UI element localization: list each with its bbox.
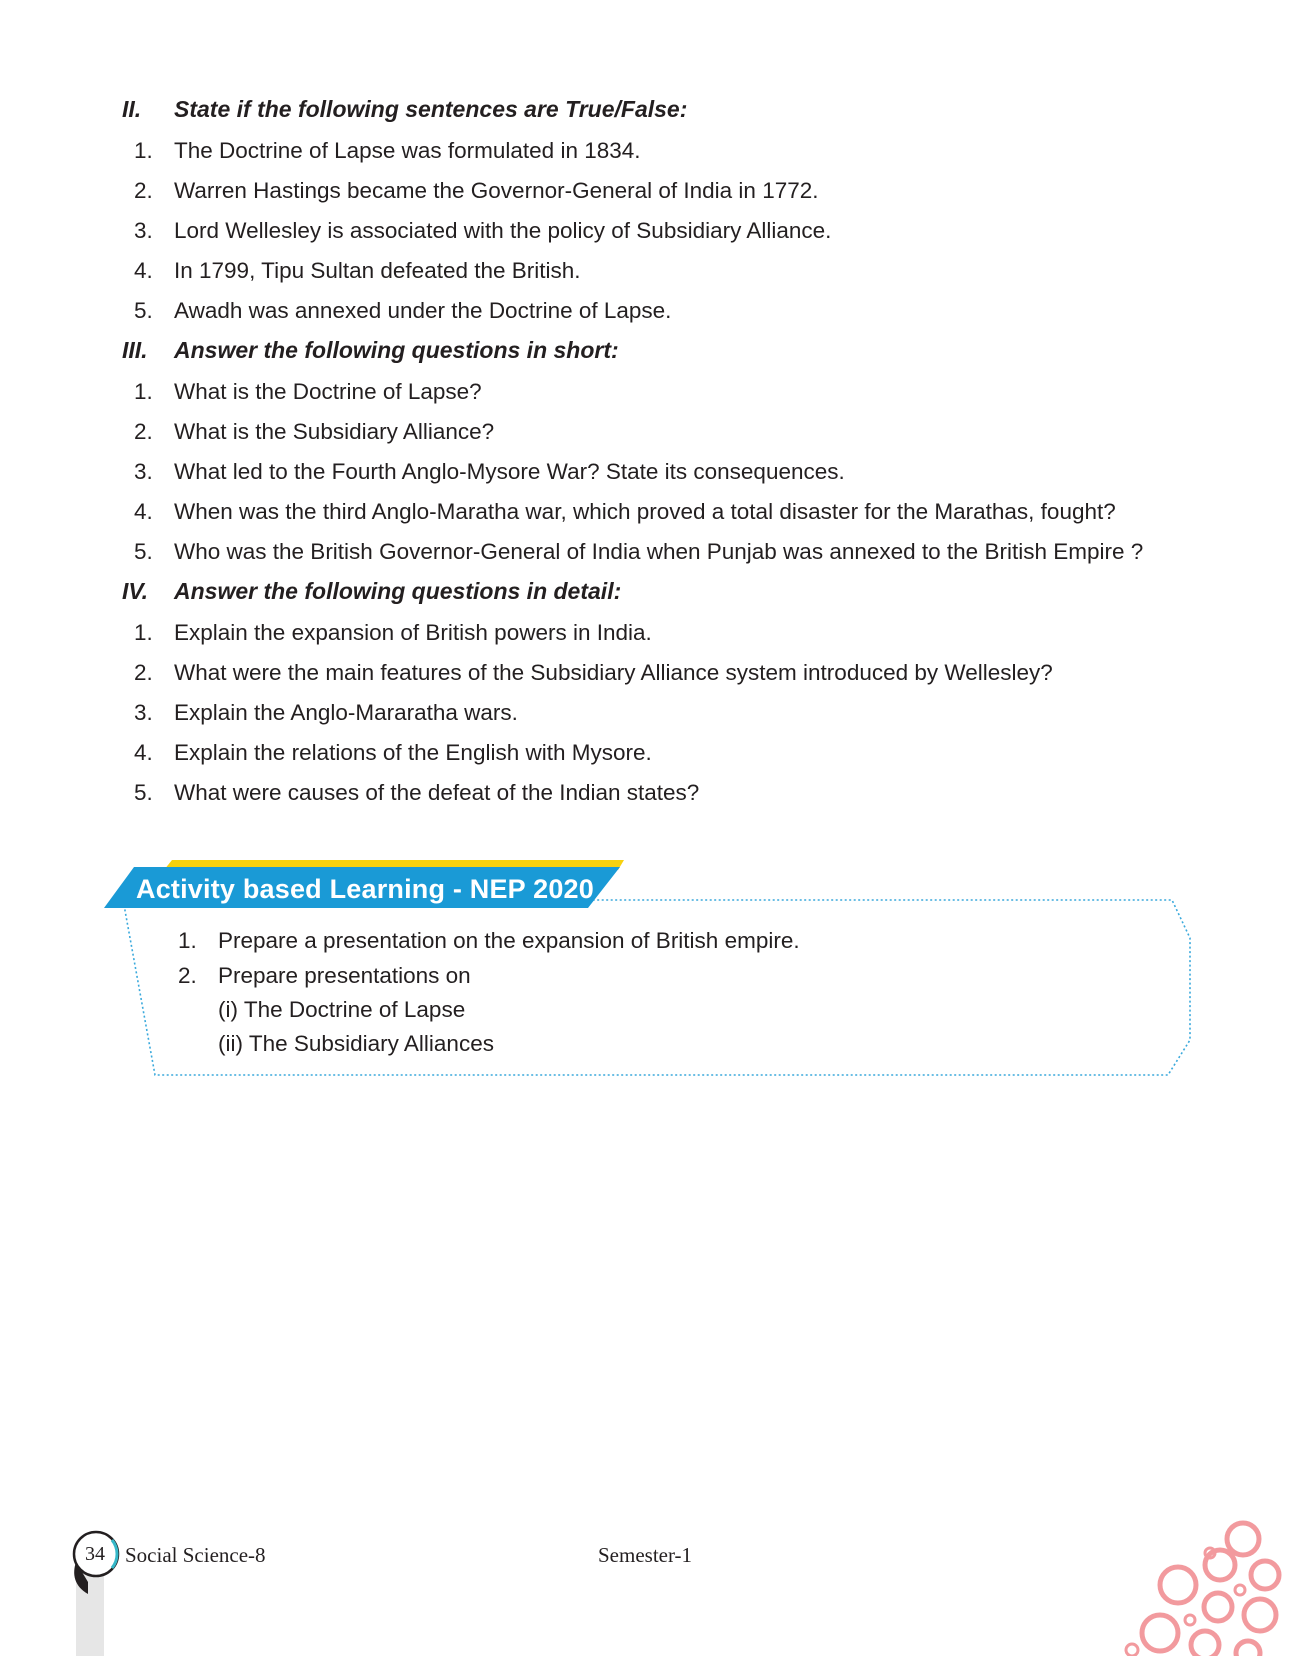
list-item: 2. What is the Subsidiary Alliance? [134, 419, 495, 444]
list-item: 3. What led to the Fourth Anglo-Mysore War? State its consequences. [134, 459, 845, 484]
book-title: Social Science-8 [125, 1543, 266, 1567]
list-item: 1. The Doctrine of Lapse was formulated in 1834. [134, 138, 641, 163]
list-item: 2. What were the main features of the Subsidiary Alliance system introduced by Wellesley? [134, 660, 1053, 685]
activity-subitem: (ii) The Subsidiary Alliances [218, 1031, 494, 1056]
list-item: 3. Explain the Anglo-Mararatha wars. [134, 700, 518, 725]
section-2-number: II. [122, 96, 142, 122]
list-item: 5. What were causes of the defeat of the Indian states? [134, 780, 700, 805]
decorative-circles-icon [1120, 1515, 1296, 1656]
list-item: 5. Who was the British Governor-General of India when Punjab was annexed to the British Empire ? [134, 539, 1144, 564]
activity-subitem: (i) The Doctrine of Lapse [218, 997, 466, 1022]
list-item: 1. Explain the expansion of British powers in India. [134, 620, 652, 645]
section-4-title: Answer the following questions in detail: [174, 578, 622, 604]
list-item: 1. What is the Doctrine of Lapse? [134, 379, 482, 404]
activity-title: Activity based Learning - NEP 2020 [136, 874, 594, 904]
list-item: 5. Awadh was annexed under the Doctrine of Lapse. [134, 298, 672, 323]
semester-label: Semester-1 [598, 1543, 693, 1567]
list-item: 4. In 1799, Tipu Sultan defeated the British. [134, 258, 581, 283]
activity-item: 1. Prepare a presentation on the expansion of British empire. [178, 928, 800, 953]
section-4-number: IV. [122, 578, 149, 604]
section-3-title: Answer the following questions in short: [174, 337, 619, 363]
list-item: 3. Lord Wellesley is associated with the policy of Subsidiary Alliance. [134, 218, 832, 243]
activity-item: 2. Prepare presentations on [178, 963, 471, 988]
list-item: 4. When was the third Anglo-Maratha war, which proved a total disaster for the Marathas, fought? [134, 499, 1116, 524]
section-3-number: III. [122, 337, 148, 363]
list-item: 2. Warren Hastings became the Governor-General of India in 1772. [134, 178, 819, 203]
list-item: 4. Explain the relations of the English with Mysore. [134, 740, 652, 765]
section-2-title: State if the following sentences are True/False: [174, 96, 688, 122]
page-number: 34 [85, 1543, 105, 1565]
